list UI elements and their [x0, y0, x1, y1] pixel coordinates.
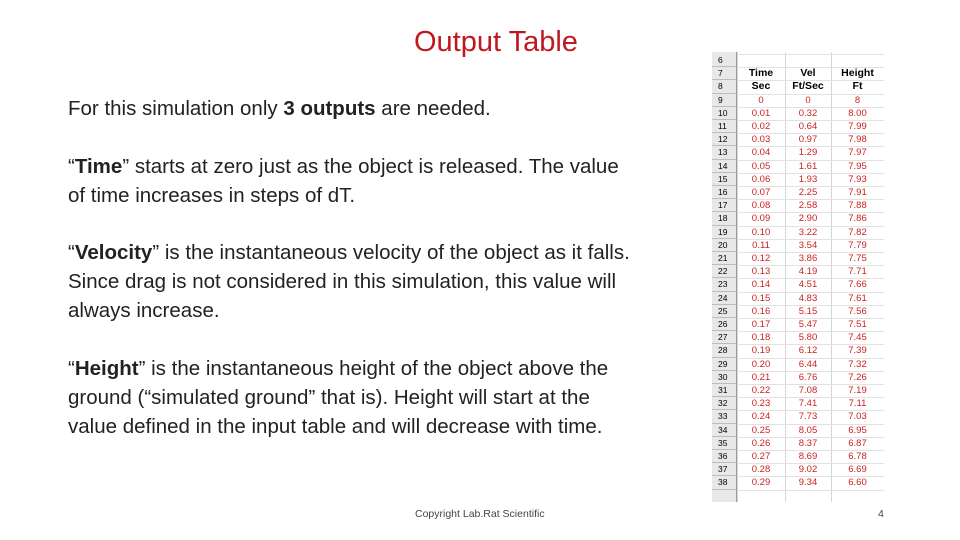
row-number: 17 [712, 199, 736, 212]
row-number: 22 [712, 265, 736, 278]
table-cell: 0.12 [751, 253, 771, 264]
table-cell: 0.29 [751, 477, 771, 489]
table-cell: 7.11 [848, 398, 867, 410]
row-number: 16 [712, 186, 736, 199]
table-cell: 6.95 [848, 424, 867, 436]
table-cell: 7.75 [848, 253, 867, 264]
table-cell: 0.15 [751, 292, 771, 304]
table-cell: 0.13 [751, 266, 771, 278]
table-cell: 0.11 [752, 239, 770, 251]
row-number: 36 [712, 450, 736, 463]
table-cell: 7.39 [848, 345, 867, 357]
table-cell: 7.56 [848, 305, 867, 317]
text: “ [68, 155, 75, 178]
row-number: 19 [712, 226, 736, 239]
table-cell: 7.95 [848, 160, 867, 172]
table-cell: 0.21 [751, 371, 771, 383]
data-grid [737, 52, 884, 502]
table-cell: 0.09 [751, 213, 771, 225]
table-cell: 9.34 [798, 477, 818, 489]
table-cell: 7.98 [848, 134, 867, 146]
column-header: Height [841, 67, 874, 80]
table-cell: 8.00 [848, 107, 867, 119]
grid-line [737, 54, 884, 55]
table-cell: 8.69 [798, 451, 818, 462]
table-cell: 6.78 [848, 451, 867, 462]
table-cell: 7.88 [848, 200, 867, 212]
table-cell: 7.79 [848, 239, 867, 251]
table-cell: 0.27 [751, 451, 771, 462]
row-number: 20 [712, 239, 736, 252]
row-number: 30 [712, 371, 736, 384]
row-number: 26 [712, 318, 736, 331]
table-cell: 0.08 [751, 200, 771, 212]
table-cell: 0.28 [751, 464, 771, 476]
table-cell: 7.82 [848, 226, 867, 238]
table-cell: 7.41 [798, 398, 818, 410]
table-cell: 0 [758, 94, 764, 106]
table-cell: 0.04 [751, 147, 771, 159]
table-cell: 6.87 [848, 437, 867, 449]
table-cell: 6.76 [798, 371, 818, 383]
table-cell: 7.03 [848, 411, 867, 423]
table-cell: 0.19 [751, 345, 771, 357]
table-cell: 4.51 [798, 279, 818, 291]
bold-text: 3 outputs [283, 97, 376, 120]
table-cell: 0.02 [751, 121, 771, 132]
column-header: Ft [852, 80, 863, 93]
table-cell: 8.05 [798, 424, 818, 436]
row-number: 27 [712, 331, 736, 344]
table-cell: 7.26 [848, 371, 867, 383]
row-number: 12 [712, 133, 736, 146]
table-cell: 5.47 [798, 319, 818, 330]
table-cell: 0.18 [751, 332, 771, 344]
table-cell: 0.03 [751, 134, 771, 146]
table-cell: 8.37 [798, 437, 818, 449]
row-number: 29 [712, 358, 736, 371]
table-cell: 0.05 [751, 160, 771, 172]
table-cell: 5.80 [798, 332, 818, 344]
table-cell: 0.25 [751, 424, 771, 436]
table-cell: 0.22 [751, 385, 771, 396]
row-number: 35 [712, 437, 736, 450]
table-cell: 3.22 [798, 226, 818, 238]
table-cell: 4.83 [798, 292, 818, 304]
table-cell: 2.90 [798, 213, 818, 225]
row-number: 37 [712, 463, 736, 476]
paragraph-time [68, 152, 638, 210]
table-cell: 7.32 [848, 358, 867, 370]
table-cell: 0.20 [751, 358, 771, 370]
row-number: 34 [712, 424, 736, 437]
copyright-footer: Copyright Lab.Rat Scientific [415, 508, 545, 520]
row-number: 6 [712, 54, 736, 67]
table-cell: 0 [805, 94, 811, 106]
bold-text: Time [74, 155, 123, 178]
table-cell: 2.25 [798, 187, 818, 198]
table-cell: 0.17 [751, 319, 771, 330]
row-number: 25 [712, 305, 736, 318]
row-number-column [712, 52, 737, 502]
paragraph-height [68, 354, 638, 441]
row-number: 23 [712, 278, 736, 291]
table-cell: 8 [854, 94, 861, 106]
output-spreadsheet [712, 52, 884, 502]
text: “ [68, 357, 75, 380]
table-cell: 3.54 [798, 239, 818, 251]
table-cell: 0.14 [751, 279, 771, 291]
paragraph-outputs [68, 94, 638, 123]
row-number: 38 [712, 476, 736, 489]
text: “ [68, 241, 75, 264]
text: ” starts at zero just as the object is released. The value of time increases in steps of dT. [68, 155, 619, 207]
table-cell: 1.61 [798, 160, 818, 172]
paragraph-velocity [68, 238, 638, 325]
row-number: 14 [712, 160, 736, 173]
column-header: Ft/Sec [792, 80, 824, 93]
row-number: 24 [712, 292, 736, 305]
table-cell: 7.99 [848, 121, 867, 132]
text: are needed. [375, 97, 491, 120]
row-number: 21 [712, 252, 736, 265]
table-cell: 7.71 [848, 266, 867, 278]
table-cell: 0.32 [798, 107, 818, 119]
bold-text: Height [74, 357, 139, 380]
bold-text: Velocity [74, 241, 153, 264]
table-cell: 7.73 [798, 411, 818, 423]
row-number: 32 [712, 397, 736, 410]
table-cell: 6.60 [848, 477, 867, 489]
column-header: Vel [800, 67, 816, 80]
row-number: 7 [712, 67, 736, 80]
table-cell: 3.86 [798, 253, 818, 264]
row-number: 8 [712, 80, 736, 93]
table-cell: 0.10 [751, 226, 771, 238]
table-cell: 9.02 [798, 464, 818, 476]
table-cell: 0.97 [798, 134, 818, 146]
table-cell: 0.06 [751, 173, 771, 185]
table-cell: 2.58 [798, 200, 818, 212]
table-cell: 7.19 [848, 385, 867, 396]
row-number: 15 [712, 173, 736, 186]
table-cell: 7.45 [848, 332, 867, 344]
table-cell: 0.01 [751, 107, 771, 119]
table-cell: 6.12 [798, 345, 818, 357]
table-cell: 1.93 [798, 173, 818, 185]
table-cell: 7.66 [848, 279, 867, 291]
row-number: 18 [712, 212, 736, 225]
table-cell: 0.16 [751, 305, 771, 317]
slide-title: Output Table [414, 26, 578, 58]
table-cell: 7.86 [848, 213, 867, 225]
table-cell: 0.24 [751, 411, 771, 423]
row-number: 10 [712, 107, 736, 120]
table-cell: 7.61 [848, 292, 867, 304]
grid-line [737, 490, 884, 491]
table-cell: 5.15 [798, 305, 818, 317]
table-cell: 7.08 [798, 385, 818, 396]
table-cell: 7.97 [848, 147, 867, 159]
table-cell: 6.44 [798, 358, 818, 370]
table-cell: 0.07 [751, 187, 771, 198]
row-number: 9 [712, 94, 736, 107]
row-number: 11 [712, 120, 736, 133]
table-cell: 0.26 [751, 437, 771, 449]
column-header: Time [748, 67, 774, 80]
text: ” is the instantaneous velocity of the object as it falls. Since drag is not considered in this simulation, this value will always increase. [68, 241, 630, 322]
table-cell: 4.19 [798, 266, 818, 278]
row-number: 28 [712, 344, 736, 357]
page-number: 4 [878, 508, 884, 520]
table-cell: 7.91 [848, 187, 867, 198]
column-header: Sec [751, 80, 771, 93]
text: ” is the instantaneous height of the object above the ground (“simulated ground” that is). Height will start at the value defined in the input table and will decrease with time. [68, 357, 609, 438]
table-cell: 0.64 [798, 121, 818, 132]
table-cell: 7.51 [848, 319, 867, 330]
row-number: 33 [712, 410, 736, 423]
text: For this simulation only [68, 97, 284, 120]
table-cell: 6.69 [848, 464, 867, 476]
table-cell: 0.23 [751, 398, 771, 410]
row-number: 13 [712, 146, 736, 159]
row-number: 31 [712, 384, 736, 397]
table-cell: 7.93 [848, 173, 867, 185]
table-cell: 1.29 [798, 147, 818, 159]
